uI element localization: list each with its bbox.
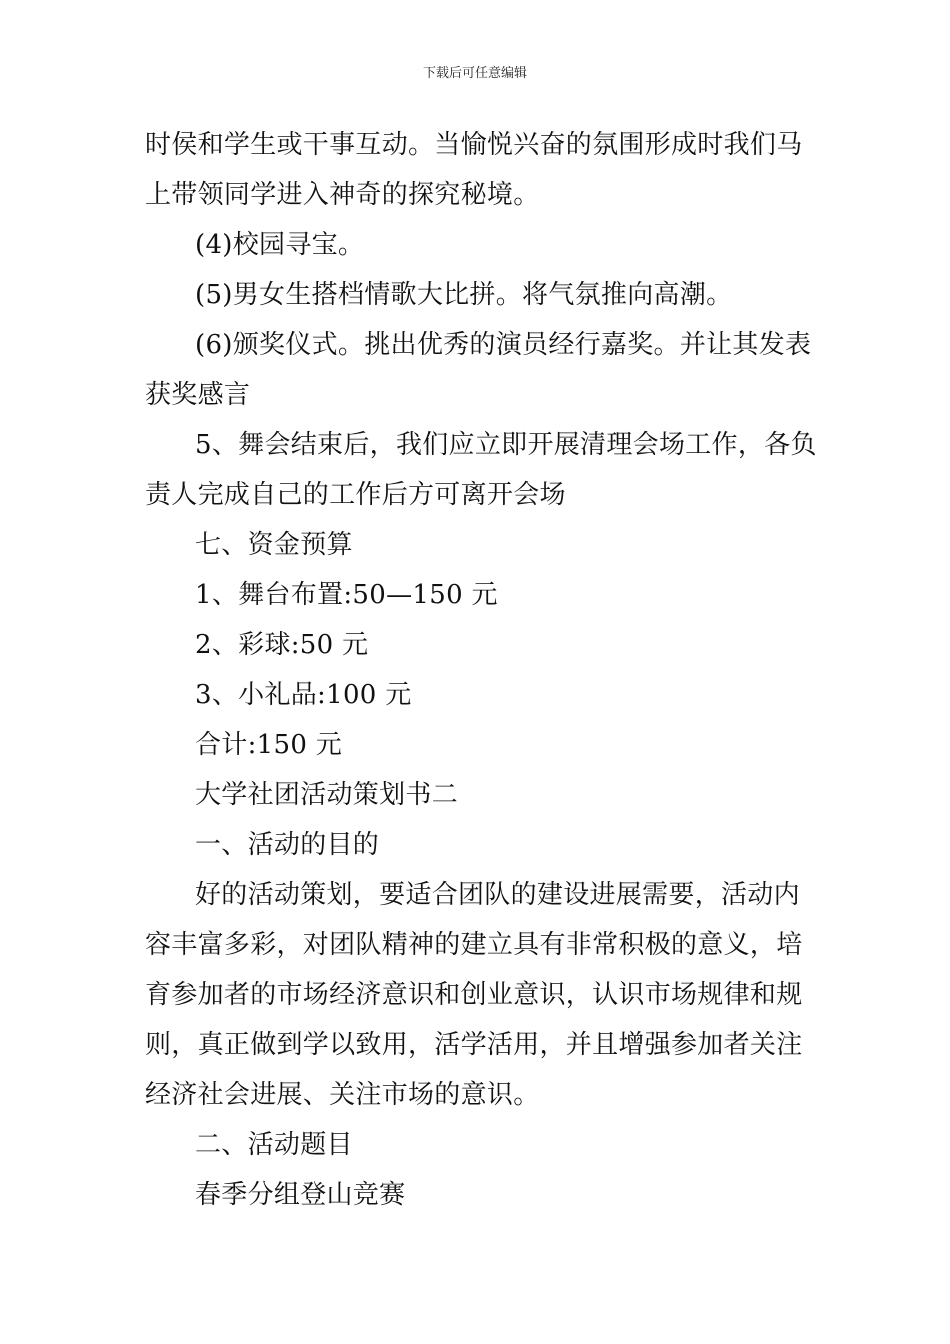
budget-total: 合计:150 元 (195, 730, 343, 760)
list-item-4: (4)校园寻宝。 (195, 230, 365, 260)
body-text-line: 时侯和学生或干事互动。当愉悦兴奋的氛围形成时我们马 (145, 130, 803, 160)
activity-title: 春季分组登山竞赛 (195, 1180, 406, 1210)
budget-item-balloons: 2、彩球:50 元 (195, 630, 369, 660)
section-heading-purpose: 一、活动的目的 (195, 830, 380, 860)
list-item-6: (6)颁奖仪式。挑出优秀的演员经行嘉奖。并让其发表 (195, 330, 812, 360)
list-item-5: (5)男女生搭档情歌大比拼。将气氛推向高潮。 (195, 280, 733, 310)
purpose-paragraph: 好的活动策划，要适合团队的建设进展需要，活动内 (195, 880, 800, 910)
section-heading-title: 二、活动题目 (195, 1130, 353, 1160)
section-heading-budget: 七、资金预算 (195, 530, 353, 560)
step-5-paragraph: 5、舞会结束后，我们应立即开展清理会场工作，各负 (195, 430, 817, 460)
body-text-line: 则，真正做到学以致用，活学活用，并且增强参加者关注 (145, 1030, 803, 1060)
body-text-line: 育参加者的市场经济意识和创业意识，认识市场规律和规 (145, 980, 803, 1010)
page-header-note: 下载后可任意编辑 (422, 66, 527, 81)
body-text-line: 上带领同学进入神奇的探究秘境。 (145, 180, 540, 210)
body-text-line: 获奖感言 (145, 380, 251, 410)
body-text-line: 容丰富多彩，对团队精神的建立具有非常积极的意义，培 (145, 930, 803, 960)
body-text-line: 责人完成自己的工作后方可离开会场 (145, 480, 566, 510)
document-subtitle: 大学社团活动策划书二 (195, 780, 459, 810)
body-text-line: 经济社会进展、关注市场的意识。 (145, 1080, 540, 1110)
budget-item-stage: 1、舞台布置:50—150 元 (195, 580, 498, 610)
budget-item-gifts: 3、小礼品:100 元 (195, 680, 412, 710)
